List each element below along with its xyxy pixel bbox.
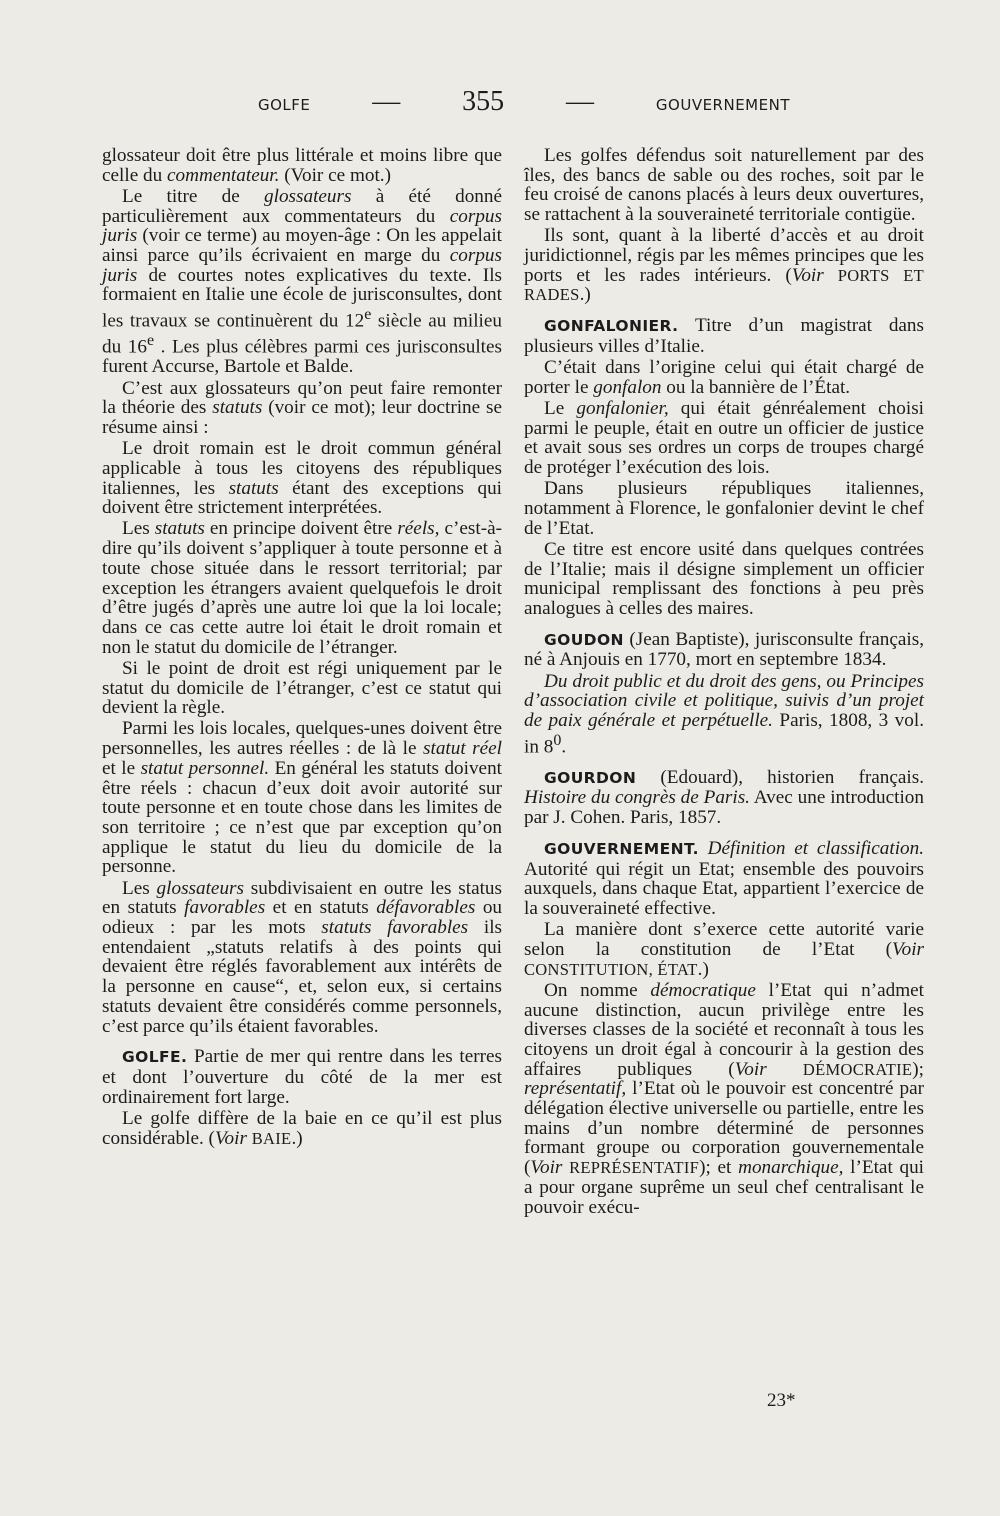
entry-headword: GONFALONIER. [544, 317, 679, 336]
running-header [258, 86, 790, 120]
entry-headword: GOURDON [544, 768, 637, 787]
paragraph: Ce titre est encore usité dans quelques contrées de l’Italie; mais il désigne simplement un officier municipal remplissant des fonctions à peu près analogues à celles des maires. [524, 538, 924, 619]
entry-text: Partie de mer qui rentre dans les terres et dont l’ouverture du côté de la mer est ordinairement fort large. [102, 1046, 503, 1108]
paragraph: Du droit public et du droit des gens, ou Principes d’association civile et politique, suivis d’un projet de paix générale et perpétuelle. Paris, 1808, 3 vol. in $8^0$. [524, 670, 924, 758]
header-left-word: GOLFE [258, 96, 311, 114]
paragraph: glossateur doit être plus littérale et moins libre que celle du commentateur. (Voir ce mot.) [102, 145, 502, 186]
entry-text: (Edouard), historien français. Histoire du congrès de Paris. Avec une introduction par J. Cohen. Paris, 1857. [524, 766, 924, 829]
paragraph: La manière dont s’exerce cette autorité varie selon la constitution de l’Etat (Voir CONSTITUTION, ÉTAT.) [524, 919, 924, 980]
paragraph: Le gonfalonier, qui était génréalement choisi parmi le peuple, était en outre un officier de justice et avait sous ses ordres un corps de troupes chargé de protéger l’exécution des lois. [524, 397, 924, 479]
paragraph: Le golfe diffère de la baie en ce qu’il est plus considérable. (Voir BAIE.) [102, 1107, 502, 1149]
entry-text: (Jean Baptiste), jurisconsulte français, né à Anjouis en 1770, mort en septembre 1834. [524, 628, 924, 671]
entry-headword: GOUDON [544, 630, 624, 649]
paragraph: Dans plusieurs républiques italiennes, notamment à Florence, le gonfalonier devint le chef de l’Etat. [524, 478, 924, 539]
entry-gouvernement [524, 839, 924, 919]
entry-golfe [102, 1047, 502, 1107]
paragraph: Les golfes défendus soit naturellement par des îles, des bancs de sable ou des roches, soit par le feu croisé de canons placés à leurs deux ouvertures, se rattachent à la souveraineté territoriale contigüe. [524, 145, 924, 226]
paragraph: Parmi les lois locales, quelques-unes doivent être personnelles, les autres réelles : de là le statut réel et le statut personnel. En général les statuts doivent être réels : chacun d’eux doit avoir autorité sur toute personne et en toute chose dans les limites de son territoire ; ce n’est que par exception qu’on applique le statut du lieu du domicile de la personne. [102, 718, 502, 878]
page-number: 355 [462, 86, 505, 117]
signature-mark: 23* [767, 1390, 796, 1411]
paragraph: Si le point de droit est régi uniquement par le statut du domicile de l’étranger, c’est ce statut qui devient la règle. [102, 657, 502, 719]
entry-text: Titre d’un magistrat dans plusieurs villes d’Italie. [524, 315, 924, 357]
entry-headword: GOLFE. [122, 1048, 188, 1067]
paragraph: Les statuts en principe doivent être réels, c’est-à-dire qu’ils doivent s’appliquer à toute personne et à toute chose située dans le ressort territorial; par exception les étrangers avaient quelquefois le droit d’être jugés d’après une autre loi que la loi locale; dans ce cas cette autre loi était le droit romain et non le statut du domicile de l’étranger. [102, 518, 502, 658]
paragraph: Ils sont, quant à la liberté d’accès et au droit juridictionnel, régis par les mêmes principes que les ports et les rades intérieurs. (Voir PORTS ET RADES.) [524, 225, 924, 306]
header-dash-left: — [372, 86, 401, 117]
paragraph: Les glossateurs subdivisaient en outre les status en statuts favorables et en statuts défavorables ou odieux : par les mots statuts favorables ils entendaient „statuts relatifs à des points qui devaient être réglés favorablement aux intérêts de la personne en cause“, et, selon eux, si certains statuts devaient être considérés comme personnels, c’est parce qu’ils étaient favorables. [102, 877, 503, 1037]
header-dash-right: — [566, 86, 595, 117]
right-column [524, 146, 924, 1219]
entry-text: Définition et classification. Autorité qui régit un Etat; ensemble des pouvoirs auxquels, dans chaque Etat, appartient l’exercice de la souveraineté effective. [524, 837, 925, 919]
paragraph: Le droit romain est le droit commun général applicable à tous les citoyens des républiques italiennes, les statuts étant des exceptions qui doivent être strictement interprétées. [102, 438, 503, 519]
header-right-word: GOUVERNEMENT [655, 96, 790, 114]
entry-headword: GOUVERNEMENT. [544, 839, 699, 858]
paragraph: On nomme démocratique l’Etat qui n’admet aucune distinction, aucun privilège entre les diverses classes de la société et reconnaît à tous les citoyens un droit égal à concourir à la gestion des affaires publiques (Voir DÉMOCRATIE); représentatif, l’Etat où le pouvoir est concentré par délégation élective universelle ou partielle, entre les mains d’un nombre déterminé de personnes formant groupe ou corporation gouvernementale (Voir REPRÉSENTATIF); et monarchique, l’Etat qui a pour organe suprême un seul chef centralisant le pouvoir exécu- [524, 979, 925, 1218]
entry-gourdon [524, 768, 924, 828]
paragraph: Le titre de glossateurs à été donné particulièrement aux commentateurs du corpus juris (voir ce terme) au moyen-âge : On les appelait ainsi parce qu’ils écrivaient en marge du corpus juris de courtes notes explicatives du texte. Ils formaient en Italie une école de jurisconsultes, dont les travaux se continuèrent du 12e siècle au milieu du 16e . Les plus célèbres parmi ces jurisconsultes furent Accurse, Bartole et Balde. [102, 185, 502, 378]
entry-gonfalonier [524, 316, 924, 356]
paragraph: C’était dans l’origine celui qui était chargé de porter le gonfalon ou la bannière de l’État. [524, 357, 924, 398]
left-column [102, 146, 502, 1150]
entry-goudon [524, 630, 924, 670]
paragraph: C’est aux glossateurs qu’on peut faire remonter la théorie des statuts (voir ce mot); leur doctrine se résume ainsi : [102, 377, 502, 438]
